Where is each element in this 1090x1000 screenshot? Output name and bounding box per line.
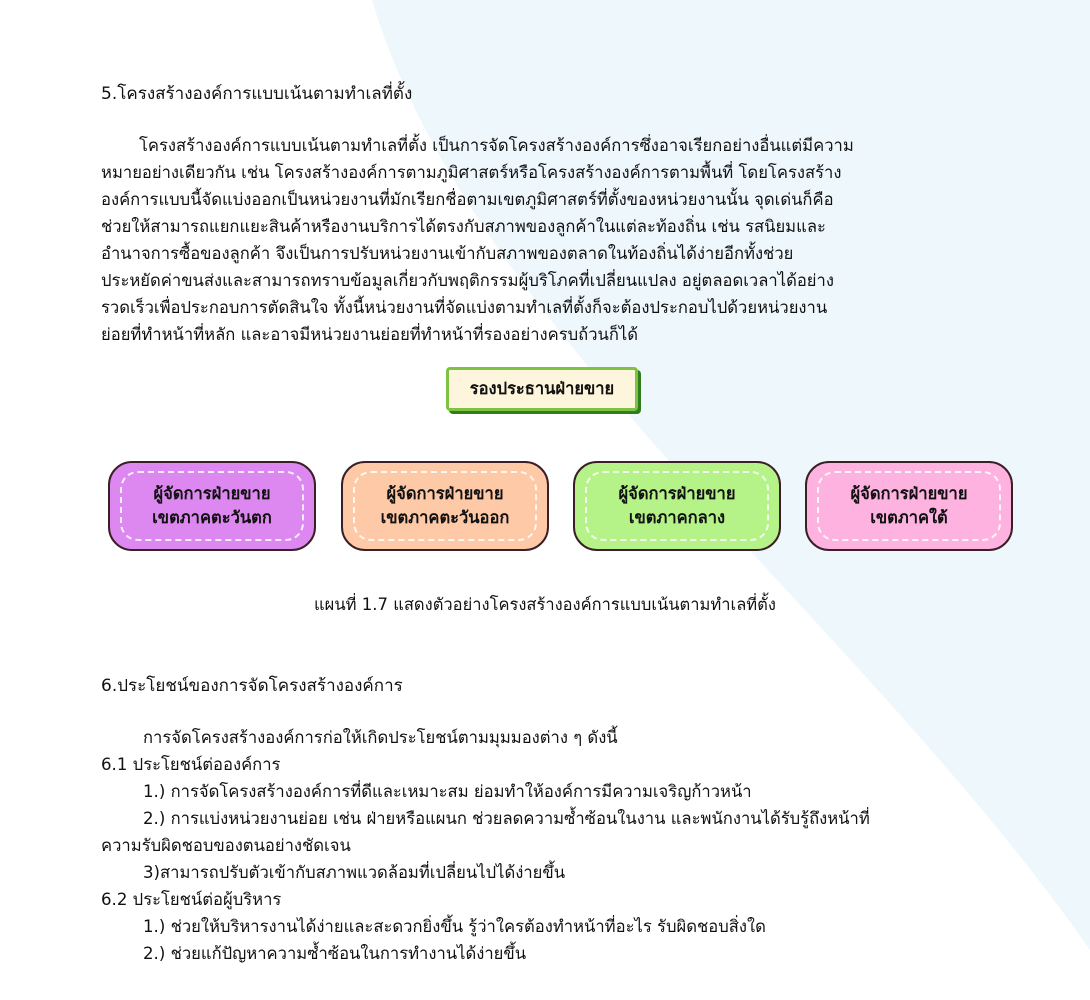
- diagram-caption: แผนที่ 1.7 แสดงตัวอย่างโครงสร้างองค์การแบบเน้นตามทำเลที่ตั้ง: [314, 595, 776, 614]
- sub1-item: 3)สามารถปรับตัวเข้ากับสภาพแวดล้อมที่เปลี่ยนไปได้ง่ายขึ้น: [143, 863, 566, 882]
- manager-box-east: [341, 461, 549, 551]
- sub1-item-continued: ความรับผิดชอบของตนอย่างชัดเจน: [101, 836, 351, 855]
- sub2-item: 1.) ช่วยให้บริหารงานได้ง่ายและสะดวกยิ่งขึ้น รู้ว่าใครต้องทำหน้าที่อะไร รับผิดชอบสิ่งใด: [143, 917, 766, 936]
- section5-heading: 5.โครงสร้างองค์การแบบเน้นตามทำเลที่ตั้ง: [101, 84, 413, 104]
- paragraph-line: ย่อยที่ทำหน้าที่หลัก และอาจมีหน่วยงานย่อยที่ทำหน้าที่รองอย่างครบถ้วนก็ได้: [101, 325, 639, 344]
- manager-label: [619, 482, 736, 530]
- manager-label: [381, 482, 510, 530]
- section6-intro: การจัดโครงสร้างองค์การก่อให้เกิดประโยชน์ตามมุมมองต่าง ๆ ดังนี้: [143, 728, 618, 747]
- sub1-item: 1.) การจัดโครงสร้างองค์การที่ดีและเหมาะสม ย่อมทำให้องค์การมีความเจริญก้าวหน้า: [143, 782, 752, 801]
- manager-label: [851, 482, 968, 530]
- section6-heading: 6.ประโยชน์ของการจัดโครงสร้างองค์การ: [101, 676, 403, 696]
- manager-region: เขตภาคใต้: [870, 508, 948, 527]
- vice-president-box: [446, 367, 638, 411]
- paragraph-line: หมายอย่างเดียวกัน เช่น โครงสร้างองค์การตามภูมิศาสตร์หรือโครงสร้างองค์การตามพื้นที่ โดยโครงสร้าง: [101, 163, 842, 182]
- vice-president-label: รองประธานฝ่ายขาย: [469, 379, 615, 398]
- paragraph-line: ช่วยให้สามารถแยกแยะสินค้าหรืองานบริการได้ตรงกับสภาพของลูกค้าในแต่ละท้องถิ่น เช่น รสนิยมและ: [101, 217, 826, 236]
- sub2-heading: 6.2 ประโยชน์ต่อผู้บริหาร: [101, 890, 282, 909]
- paragraph-line: รวดเร็วเพื่อประกอบการตัดสินใจ ทั้งนี้หน่วยงานที่จัดแบ่งตามทำเลที่ตั้งก็จะต้องประกอบไปด้วยหน่วยงาน: [101, 298, 828, 317]
- paragraph-line: โครงสร้างองค์การแบบเน้นตามทำเลที่ตั้ง เป็นการจัดโครงสร้างองค์การซึ่งอาจเรียกอย่างอื่นแต่มีความ: [139, 136, 854, 155]
- manager-title: ผู้จัดการฝ่ายขาย: [386, 484, 504, 503]
- manager-title: ผู้จัดการฝ่ายขาย: [618, 484, 736, 503]
- manager-region: เขตภาคกลาง: [628, 508, 726, 527]
- sub1-heading: 6.1 ประโยชน์ต่อองค์การ: [101, 755, 281, 774]
- manager-box-south: [805, 461, 1013, 551]
- manager-box-central: [573, 461, 781, 551]
- sub1-item: 2.) การแบ่งหน่วยงานย่อย เช่น ฝ่ายหรือแผนก ช่วยลดความซ้ำซ้อนในงาน และพนักงานได้รับรู้ถึงหน้าที่: [143, 809, 870, 828]
- manager-region: เขตภาคตะวันออก: [380, 508, 510, 527]
- manager-box-west: [108, 461, 316, 551]
- paragraph-line: อำนาจการซื้อของลูกค้า จึงเป็นการปรับหน่วยงานเข้ากับสภาพของตลาดในท้องถิ่นได้ง่ายอีกทั้งช่วย: [101, 244, 794, 263]
- manager-title: ผู้จัดการฝ่ายขาย: [850, 484, 968, 503]
- paragraph-line: องค์การแบบนี้จัดแบ่งออกเป็นหน่วยงานที่มักเรียกชื่อตามเขตภูมิศาสตร์ที่ตั้งของหน่วยงานนั้น จุดเด่นก็คือ: [101, 190, 834, 209]
- manager-region: เขตภาคตะวันตก: [152, 508, 272, 527]
- manager-title: ผู้จัดการฝ่ายขาย: [153, 484, 271, 503]
- paragraph-line: ประหยัดค่าขนส่งและสามารถทราบข้อมูลเกี่ยวกับพฤติกรรมผู้บริโภคที่เปลี่ยนแปลง อยู่ตลอดเวลาได้อย่าง: [101, 271, 834, 290]
- sub2-item: 2.) ช่วยแก้ปัญหาความซ้ำซ้อนในการทำงานได้ง่ายขึ้น: [143, 944, 527, 963]
- manager-label: [152, 482, 272, 530]
- section5-paragraph: [101, 132, 1011, 348]
